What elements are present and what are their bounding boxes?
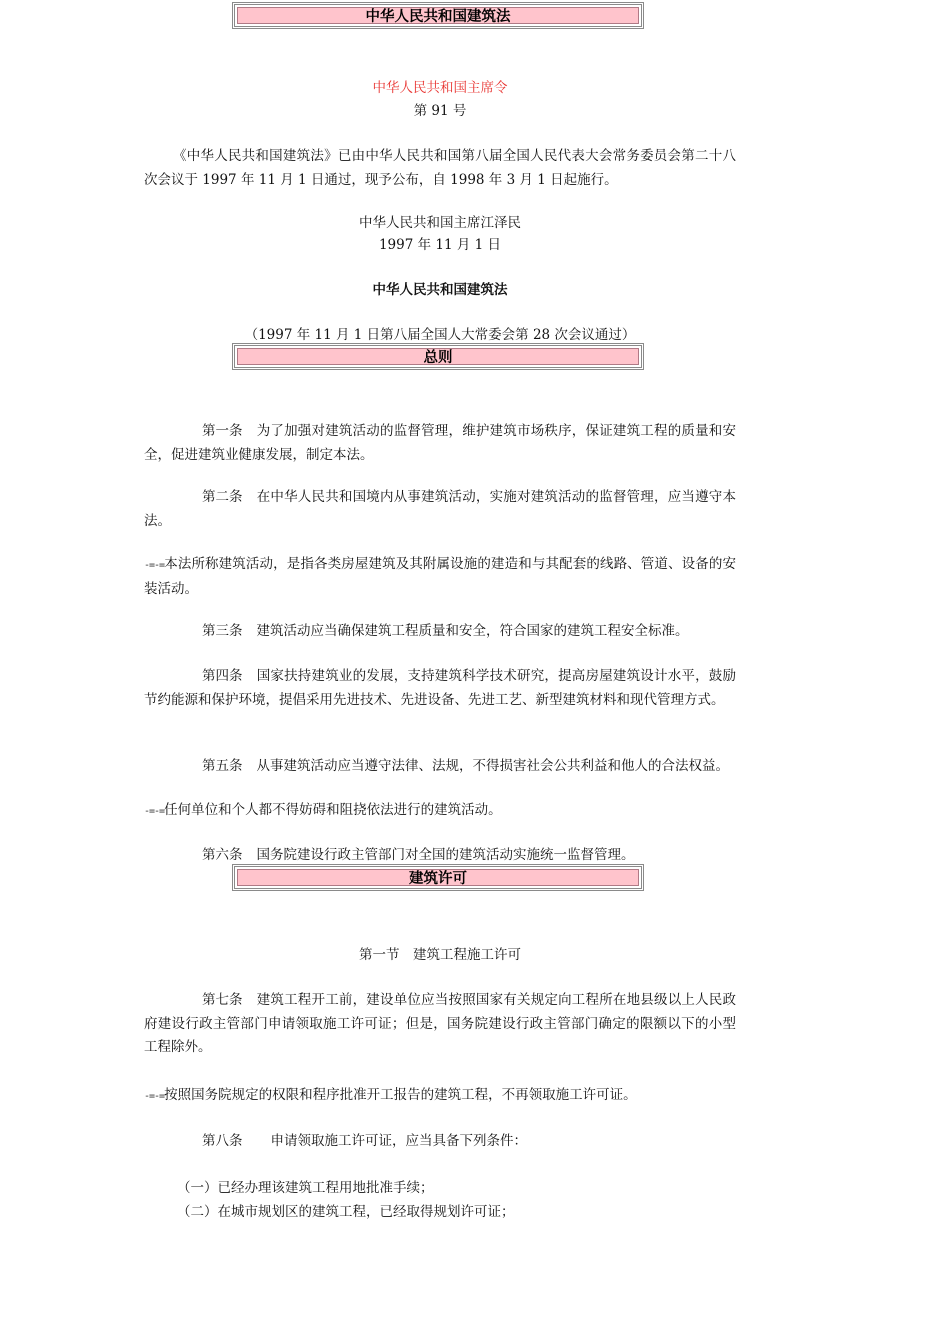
title-banner	[232, 2, 644, 29]
decree-issuer: 中华人民共和国主席令	[372, 80, 508, 96]
article-text: 申请领取施工许可证，应当具备下列条件：	[270, 1133, 527, 1149]
chapter-banner-permit	[232, 864, 644, 891]
article-2	[144, 486, 736, 533]
article-text: 建筑工程开工前，建设单位应当按照国家有关规定向工程所在地县级以上人民政府建设行政主管部门申请领取施工许可证；但是，国务院建设行政主管部门确定的限额以下的小型工程除外。	[144, 992, 736, 1055]
article-text: 为了加强对建筑活动的监督管理，维护建筑市场秩序，保证建筑工程的质量和安全，促进建筑业健康发展，制定本法。	[144, 423, 736, 463]
article-5	[144, 755, 736, 779]
article-label: 第六条	[202, 847, 243, 863]
article-7-paragraph-2	[144, 1084, 736, 1109]
article-label: 第五条	[202, 758, 243, 774]
decree-number: 第 91 号	[413, 103, 467, 119]
article-2-paragraph-2	[144, 553, 736, 601]
article-1	[144, 420, 736, 467]
article-8	[144, 1130, 736, 1154]
article-3	[144, 620, 736, 644]
article-label: 第三条	[202, 623, 243, 639]
article-label: 第四条	[202, 668, 243, 684]
article-label: 第七条	[202, 992, 243, 1008]
article-text: 国务院建设行政主管部门对全国的建筑活动实施统一监督管理。	[256, 847, 635, 863]
article-text: 在中华人民共和国境内从事建筑活动，实施对建筑活动的监督管理，应当遵守本法。	[144, 489, 736, 529]
paragraph-marker: -=-=	[144, 806, 165, 817]
paragraph-text: 本法所称建筑活动，是指各类房屋建筑及其附属设施的建造和与其配套的线路、管道、设备的安装活动。	[144, 556, 736, 597]
list-item: （一）已经办理该建筑工程用地批准手续；	[177, 1180, 434, 1196]
paragraph-text: 按照国务院规定的权限和程序批准开工报告的建筑工程，不再领取施工许可证。	[164, 1087, 637, 1103]
article-7	[144, 989, 736, 1060]
article-4	[144, 665, 736, 712]
chapter-banner-general-text: 总则	[237, 348, 639, 365]
decree-signature: 中华人民共和国主席江泽民	[359, 215, 521, 231]
paragraph-marker: -=-=	[144, 1091, 165, 1102]
decree-text: 《中华人民共和国建筑法》已由中华人民共和国第八届全国人民代表大会常务委员会第二十八次会议于 1997 年 11 月 1 日通过，现予公布，自 1998 年 3 月 1 日起施行。	[144, 148, 736, 188]
article-label: 第八条	[202, 1133, 243, 1149]
section-title: 第一节 建筑工程施工许可	[359, 947, 521, 963]
article-text: 国家扶持建筑业的发展，支持建筑科学技术研究，提高房屋建筑设计水平，鼓励节约能源和保护环境，提倡采用先进技术、先进设备、先进工艺、新型建筑材料和现代管理方式。	[144, 668, 736, 708]
paragraph-marker: -=-=	[144, 560, 165, 571]
decree-date: 1997 年 11 月 1 日	[378, 237, 502, 253]
paragraph-text: 任何单位和个人都不得妨碍和阻挠依法进行的建筑活动。	[164, 802, 502, 818]
chapter-banner-permit-text: 建筑许可	[237, 869, 639, 886]
list-item: （二）在城市规划区的建筑工程，已经取得规划许可证；	[177, 1204, 515, 1220]
title-banner-text: 中华人民共和国建筑法	[237, 7, 639, 24]
law-adoption: （1997 年 11 月 1 日第八届全国人大常委会第 28 次会议通过）	[244, 327, 636, 343]
article-label: 第二条	[202, 489, 243, 505]
article-text: 建筑活动应当确保建筑工程质量和安全，符合国家的建筑工程安全标准。	[256, 623, 689, 639]
chapter-banner-general	[232, 343, 644, 370]
article-5-paragraph-2	[144, 799, 736, 824]
article-text: 从事建筑活动应当遵守法律、法规，不得损害社会公共利益和他人的合法权益。	[256, 758, 729, 774]
article-label: 第一条	[202, 423, 243, 439]
law-title: 中华人民共和国建筑法	[372, 282, 508, 298]
